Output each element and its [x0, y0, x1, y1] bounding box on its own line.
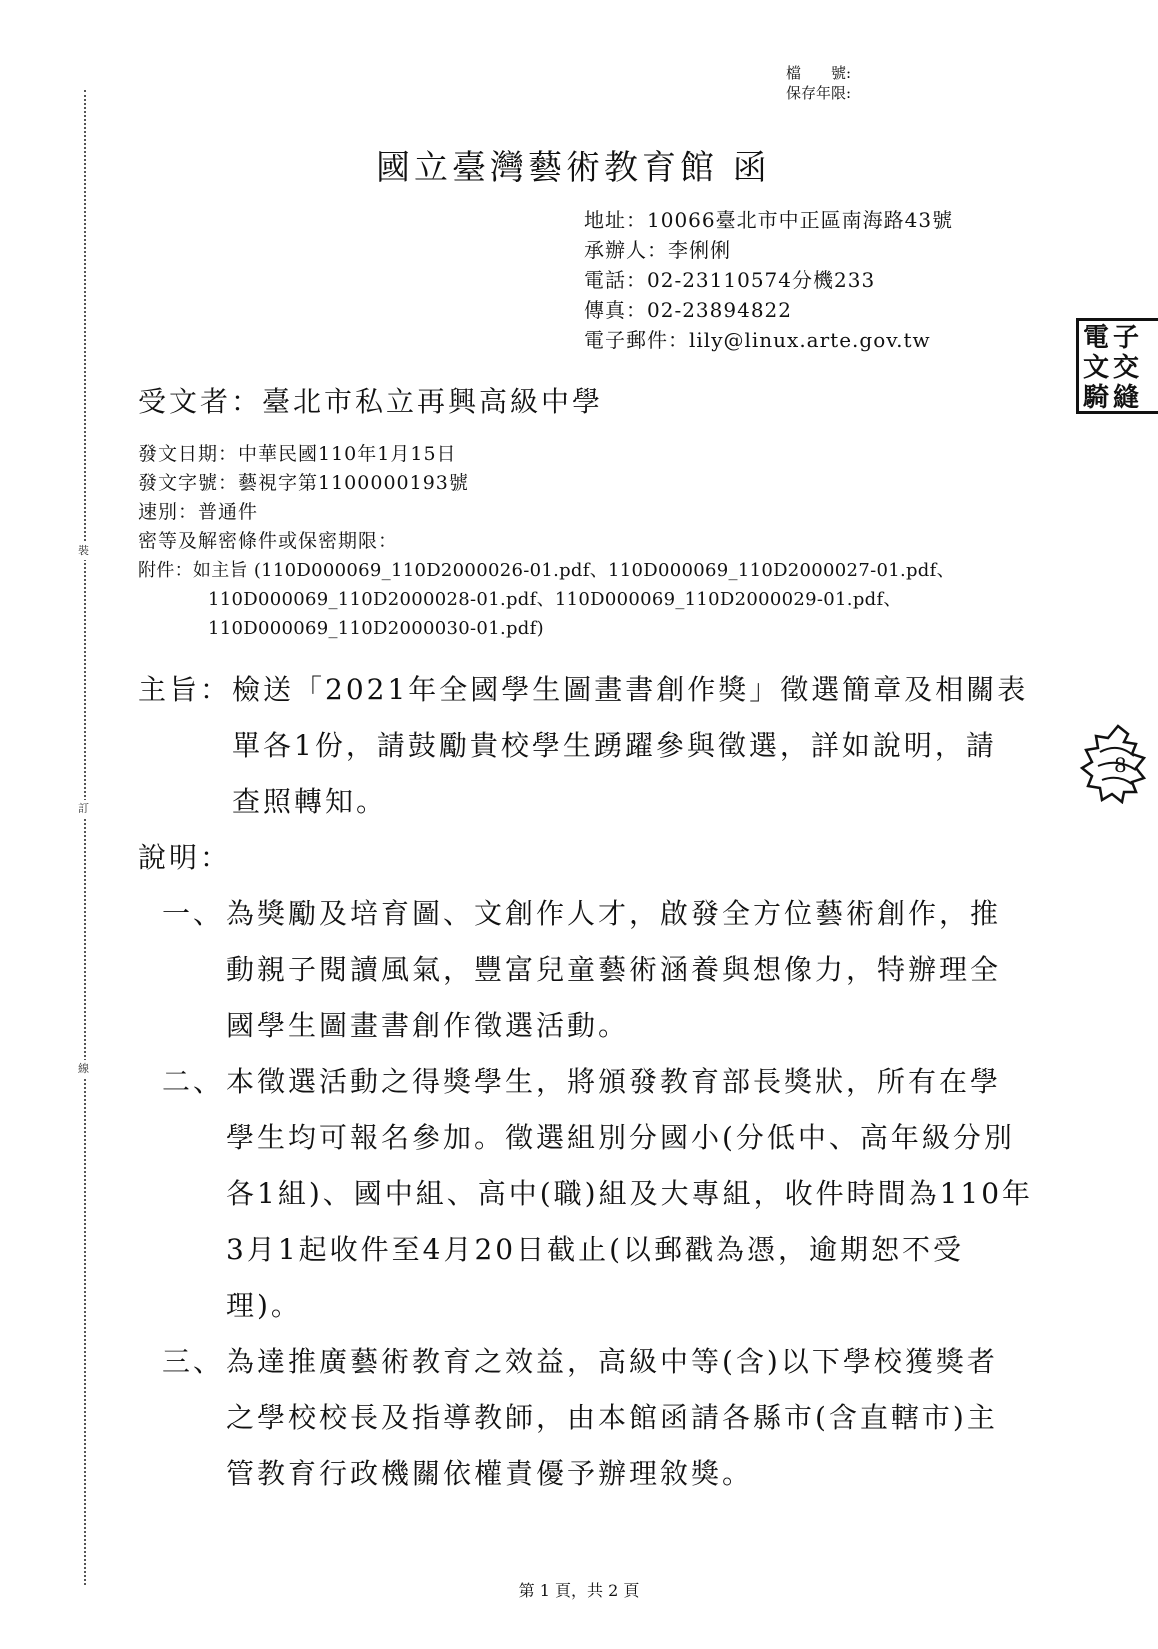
- binding-mark-middle: 訂: [78, 800, 89, 818]
- item-line: 3月1起收件至4月20日截止(以郵戳為憑，逾期恕不受: [226, 1233, 964, 1266]
- stamp-char: 子: [1113, 323, 1140, 353]
- item-line: 國學生圖畫書創作徵選活動。: [226, 1009, 630, 1042]
- attachment-line: 110D000069_110D2000028-01.pdf、110D000069_110D2000029-01.pdf、: [208, 589, 902, 610]
- e-document-stamp: [1076, 318, 1158, 414]
- sender-address: 地址：10066臺北市中正區南海路43號: [584, 208, 954, 232]
- issue-date: 發文日期：中華民國110年1月15日: [138, 443, 457, 465]
- sender-handler: 承辦人：李俐俐: [584, 238, 731, 262]
- seal-icon: [1078, 722, 1148, 804]
- subject-label: 主旨：: [138, 673, 232, 706]
- file-number-label: 檔 號:: [786, 64, 852, 82]
- attachment-line: 附件：如主旨 (110D000069_110D2000026-01.pdf、110D000069_110D2000027-01.pdf、: [138, 560, 955, 581]
- recipient: 受文者：臺北市私立再興高級中學: [138, 385, 604, 418]
- item-number: 二、: [162, 1065, 225, 1098]
- sender-fax: 傳真：02-23894822: [584, 298, 793, 322]
- stamp-char: 文: [1083, 353, 1110, 383]
- item-line: 理)。: [226, 1289, 302, 1322]
- item-line: 之學校校長及指導教師，由本館函請各縣市(含直轄市)主: [226, 1401, 998, 1434]
- document-title: 國立臺灣藝術教育館 函: [376, 148, 771, 188]
- item-line: 為達推廣藝術教育之效益，高級中等(含)以下學校獲獎者: [226, 1345, 998, 1378]
- binding-mark-top: 裝: [78, 542, 89, 560]
- stamp-char: 縫: [1113, 383, 1140, 413]
- stamp-char: 交: [1113, 353, 1140, 383]
- binding-line: [84, 90, 86, 1585]
- item-number: 一、: [162, 897, 225, 930]
- item-line: 本徵選活動之得獎學生，將頒發教育部長獎狀，所有在學: [226, 1065, 1002, 1098]
- seal-label: 8: [1114, 753, 1127, 777]
- secrecy-level: 密等及解密條件或保密期限：: [138, 530, 399, 552]
- item-number: 三、: [162, 1345, 225, 1378]
- binding-mark-bottom: 線: [78, 1060, 89, 1078]
- retention-label: 保存年限:: [786, 84, 852, 102]
- sender-email: 電子郵件：lily@linux.arte.gov.tw: [584, 328, 931, 352]
- item-line: 各1組)、國中組、高中(職)組及大專組，收件時間為110年: [226, 1177, 1034, 1210]
- item-line: 動親子閱讀風氣，豐富兒童藝術涵養與想像力，特辦理全: [226, 953, 1002, 986]
- explanation-label: 說明：: [138, 841, 232, 874]
- document-number: 發文字號：藝視字第1100000193號: [138, 472, 469, 494]
- stamp-char: 電: [1083, 323, 1110, 353]
- attachment-line: 110D000069_110D2000030-01.pdf): [208, 618, 544, 639]
- subject-line: 檢送「2021年全國學生圖畫書創作獎」徵選簡章及相關表: [232, 673, 1029, 706]
- item-line: 學生均可報名參加。徵選組別分國小(分低中、高年級分別: [226, 1121, 1015, 1154]
- item-line: 為獎勵及培育圖、文創作人才，啟發全方位藝術創作，推: [226, 897, 1002, 930]
- page-footer: 第 1 頁，共 2 頁: [518, 1581, 640, 1600]
- subject-line: 單各1份，請鼓勵貴校學生踴躍參與徵選，詳如說明，請: [232, 729, 997, 762]
- item-line: 管教育行政機關依權責優予辦理敘獎。: [226, 1457, 754, 1490]
- subject-line: 查照轉知。: [232, 785, 388, 818]
- sender-phone: 電話：02-23110574分機233: [584, 268, 876, 292]
- delivery-speed: 速別：普通件: [138, 501, 259, 523]
- stamp-char: 騎: [1083, 383, 1110, 413]
